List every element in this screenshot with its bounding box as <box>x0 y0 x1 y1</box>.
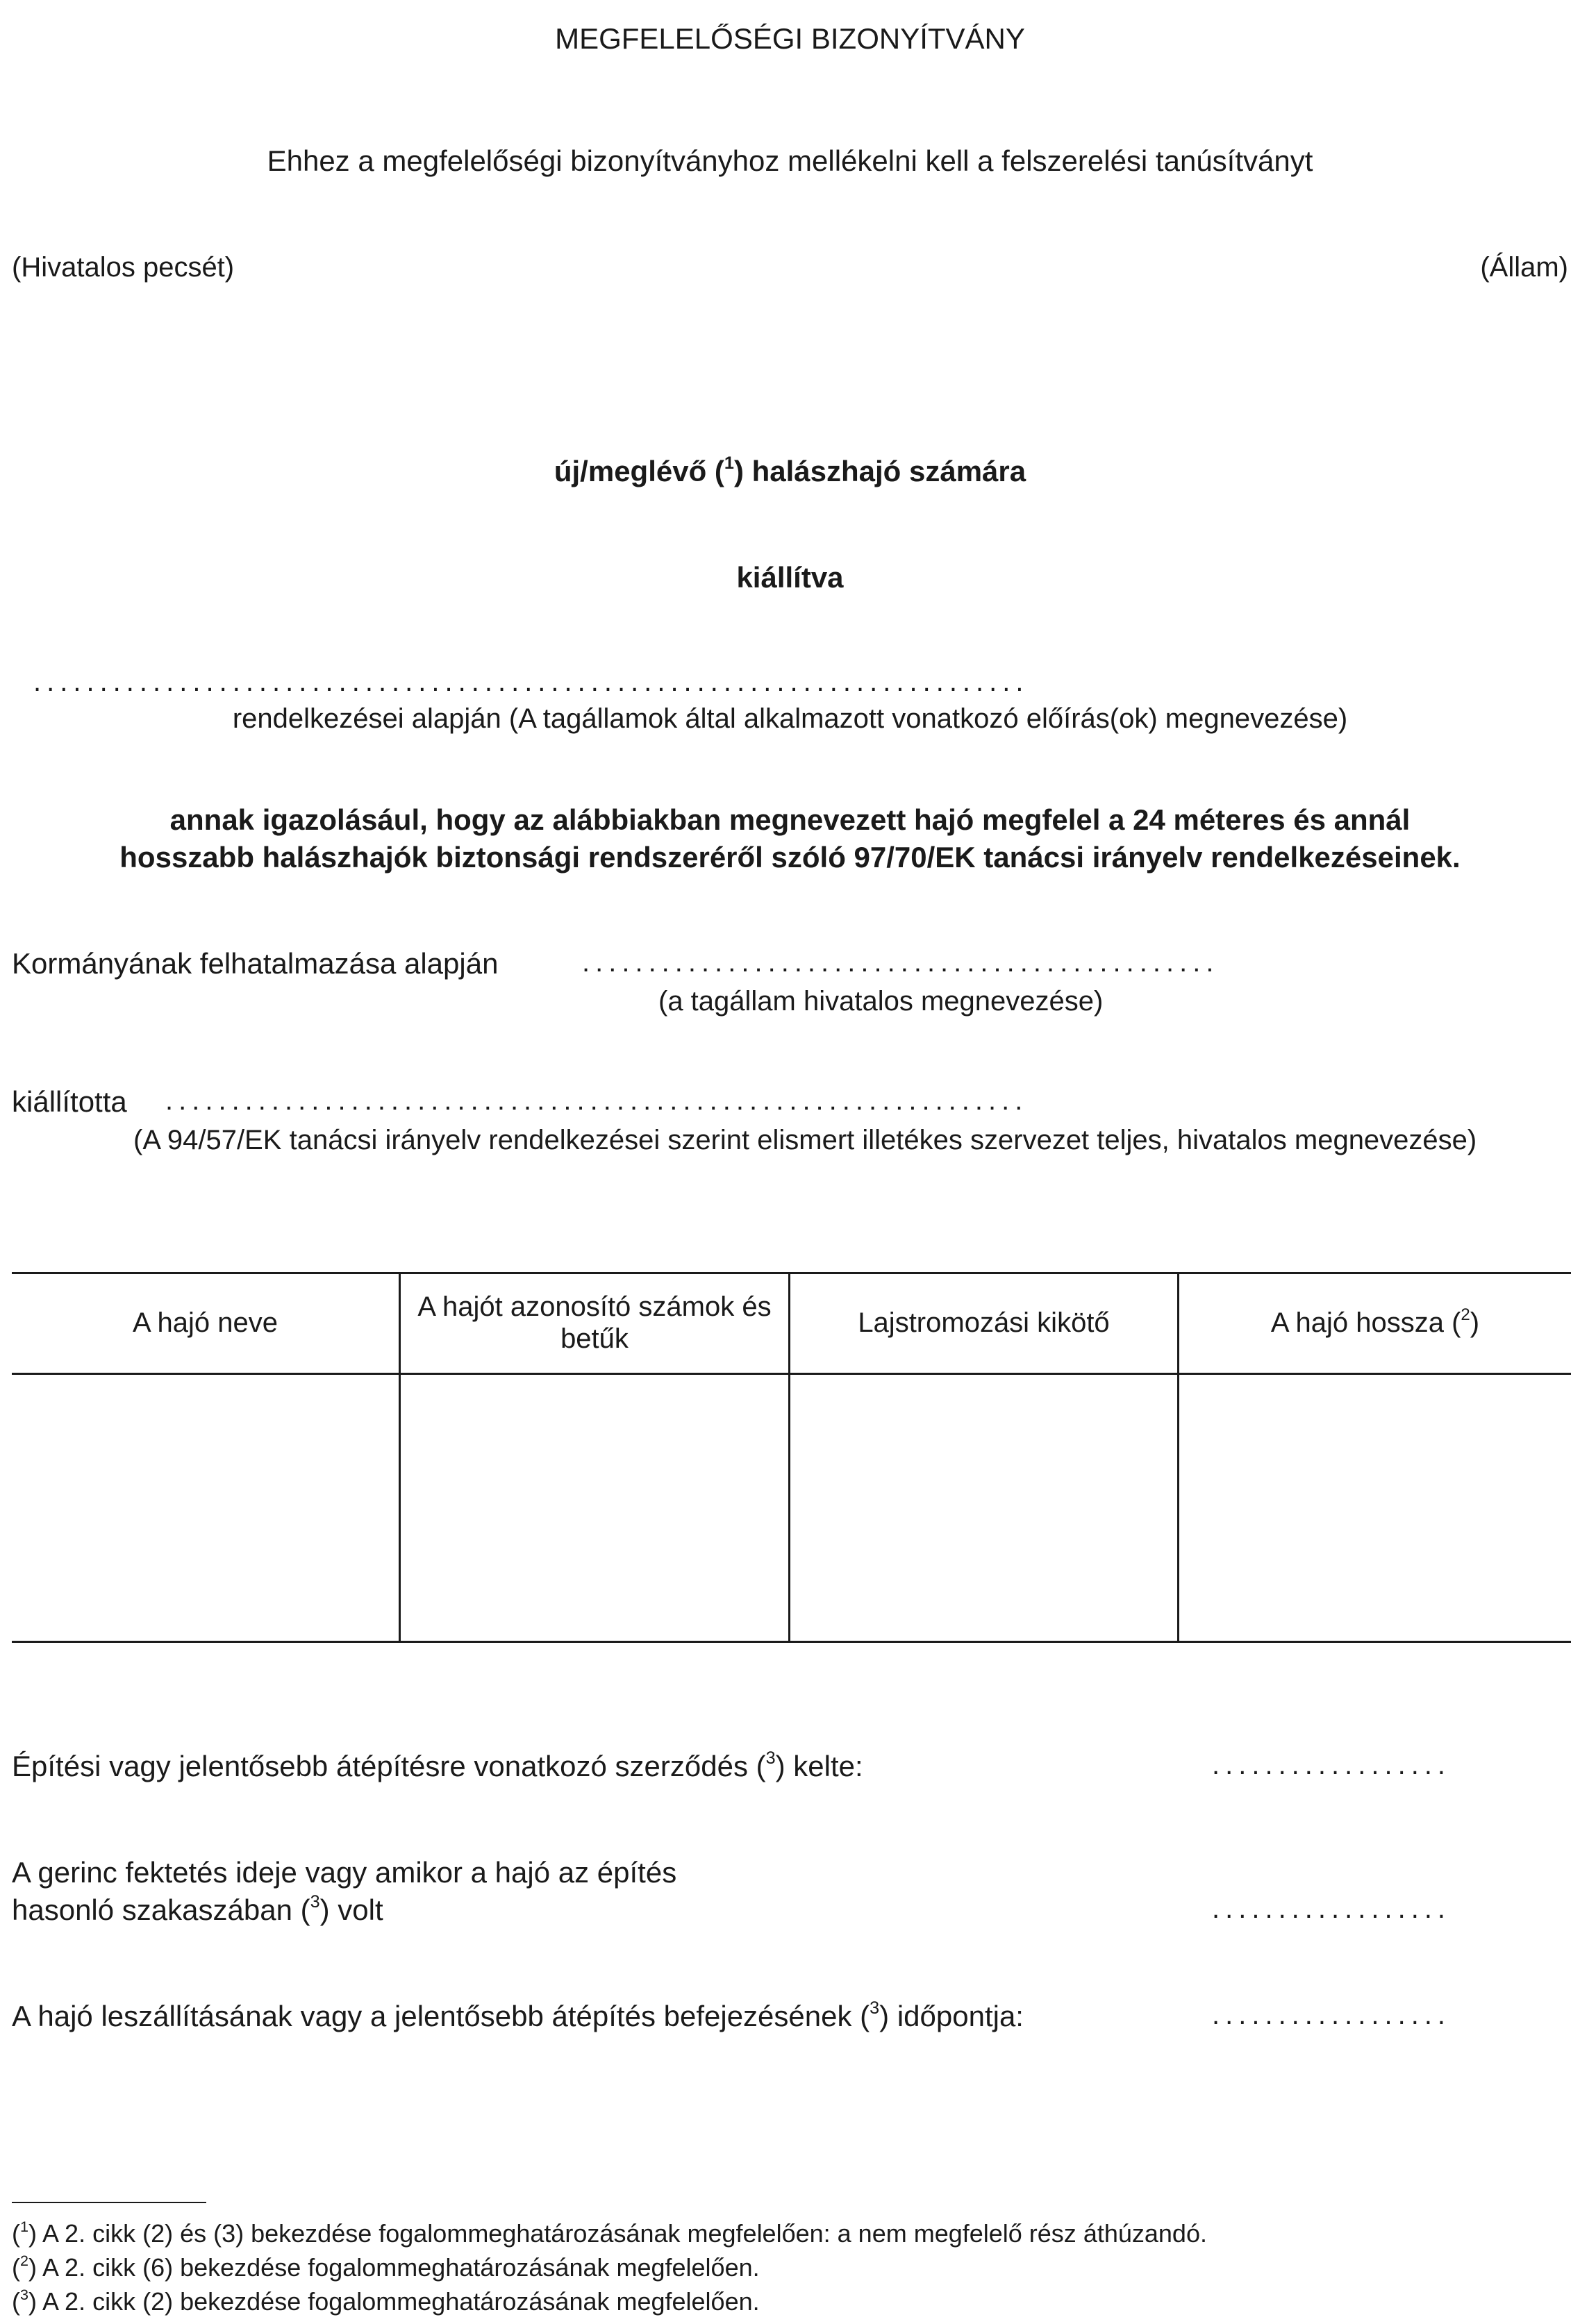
label-text: Építési vagy jelentősebb átépítésre vonatkozó szerződés ( <box>12 1750 766 1782</box>
regulation-caption: rendelkezései alapján (A tagállamok által alkalmazott vonatkozó előírás(ok) megnevezése) <box>232 703 1348 734</box>
header-text: A hajó neve <box>132 1307 278 1338</box>
issuer-caption: (A 94/57/EK tanácsi irányelv rendelkezései szerint elismert illetékes szervezet teljes, hivatalos megnevezése) <box>133 1125 1477 1155</box>
authority-dotted-line: ................................................ <box>582 947 1220 978</box>
footnote-1: ($^1$) A 2. cikk (2) és (3) bekezdése fogalommeghatározásának megfelelően: a nem megfelelő rész áthúzandó. <box>12 2217 1207 2248</box>
intro-text: Ehhez a megfelelőségi bizonyítványhoz mellékelni kell a felszerelési tanúsítványt <box>267 144 1313 177</box>
footnote-ref-3: 3 <box>310 1892 320 1912</box>
header-text-part: A hajó hossza ( <box>1270 1307 1461 1338</box>
header-text <box>1271 1307 1479 1339</box>
table-header-vessel-name <box>12 1272 399 1373</box>
statement-line-2: hosszabb halászhajók biztonsági rendszeréről szóló 97/70/EK tanácsi irányelv rendelkezéseinek. <box>119 841 1461 873</box>
keel-date-dotted-line: .................. <box>1212 1894 1452 1924</box>
footnote-3: ($^3$) A 2. cikk (2) bekezdése fogalommeghatározásának megfelelően. <box>12 2285 760 2316</box>
footnote-text: A 2. cikk (2) és (3) bekezdése fogalommeghatározásának megfelelően: a nem megfelelő rész áthúzandó. <box>37 2219 1207 2248</box>
table-header-length <box>1179 1272 1571 1373</box>
statement-line-1: annak igazolásául, hogy az alábbiakban megnevezett hajó megfelel a 24 méteres és annál <box>169 803 1411 836</box>
table-header-port <box>790 1272 1177 1373</box>
footnote-separator <box>12 2202 206 2203</box>
authority-label: Kormányának felhatalmazása alapján <box>12 947 499 980</box>
footnote-2: ($^2$) A 2. cikk (6) bekezdése fogalommeghatározásának megfelelően. <box>12 2251 760 2282</box>
stamp-label: (Hivatalos pecsét) <box>12 252 235 283</box>
issuer-label: kiállította <box>12 1085 127 1118</box>
contract-date-label <box>12 1750 863 1783</box>
footnote-ref-1: 1 <box>724 453 734 474</box>
table-header-identification <box>401 1272 788 1373</box>
header-text: A hajót azonosító számok és betűk <box>417 1291 772 1354</box>
vessel-line-text-end: ) halászhajó számára <box>733 455 1026 487</box>
footnote-ref-2: 2 <box>1461 1305 1470 1324</box>
vessel-table <box>12 1272 1571 1643</box>
label-text: ) volt <box>319 1894 383 1926</box>
header-text-part: ) <box>1470 1307 1480 1338</box>
footnote-number: 3 <box>20 2285 29 2303</box>
label-text: ) időpontja: <box>879 2000 1024 2032</box>
footnote-ref-3: 3 <box>870 1998 880 2018</box>
label-text: hasonló szakaszában ( <box>12 1894 310 1926</box>
footnote-text: A 2. cikk (2) bekezdése fogalommeghatározásának megfelelően. <box>37 2287 760 2316</box>
authority-caption: (a tagállam hivatalos megnevezése) <box>658 986 1104 1017</box>
page-title: MEGFELELŐSÉGI BIZONYÍTVÁNY <box>555 22 1025 55</box>
label-text: A hajó leszállításának vagy a jelentősebb átépítés befejezésének ( <box>12 2000 870 2032</box>
contract-date-dotted-line: .................. <box>1212 1750 1452 1780</box>
footnote-ref-3: 3 <box>765 1748 776 1769</box>
label-text: ) kelte: <box>775 1750 863 1782</box>
footnote-number: 2 <box>20 2251 29 2269</box>
regulation-dotted-line: ........................................................................... <box>33 667 1029 697</box>
footnote-text: A 2. cikk (6) bekezdése fogalommeghatározásának megfelelően. <box>37 2253 760 2282</box>
issued-heading: kiállítva <box>736 561 844 594</box>
table-bottom-rule <box>12 1641 1571 1643</box>
keel-date-label-line-1: A gerinc fektetés ideje vagy amikor a hajó az építés <box>12 1856 677 1889</box>
table-header-rule <box>12 1373 1571 1375</box>
vessel-line <box>0 455 1580 488</box>
issuer-dotted-line: ................................................................. <box>165 1085 1029 1116</box>
vessel-line-text: új/meglévő ( <box>554 455 724 487</box>
keel-date-label-line-2 <box>12 1894 383 1927</box>
delivery-date-label <box>12 2000 1024 2033</box>
footnote-number: 1 <box>20 2217 29 2235</box>
delivery-date-dotted-line: .................. <box>1212 2000 1452 2030</box>
state-label: (Állam) <box>1480 252 1568 283</box>
header-text: Lajstromozási kikötő <box>858 1307 1110 1338</box>
